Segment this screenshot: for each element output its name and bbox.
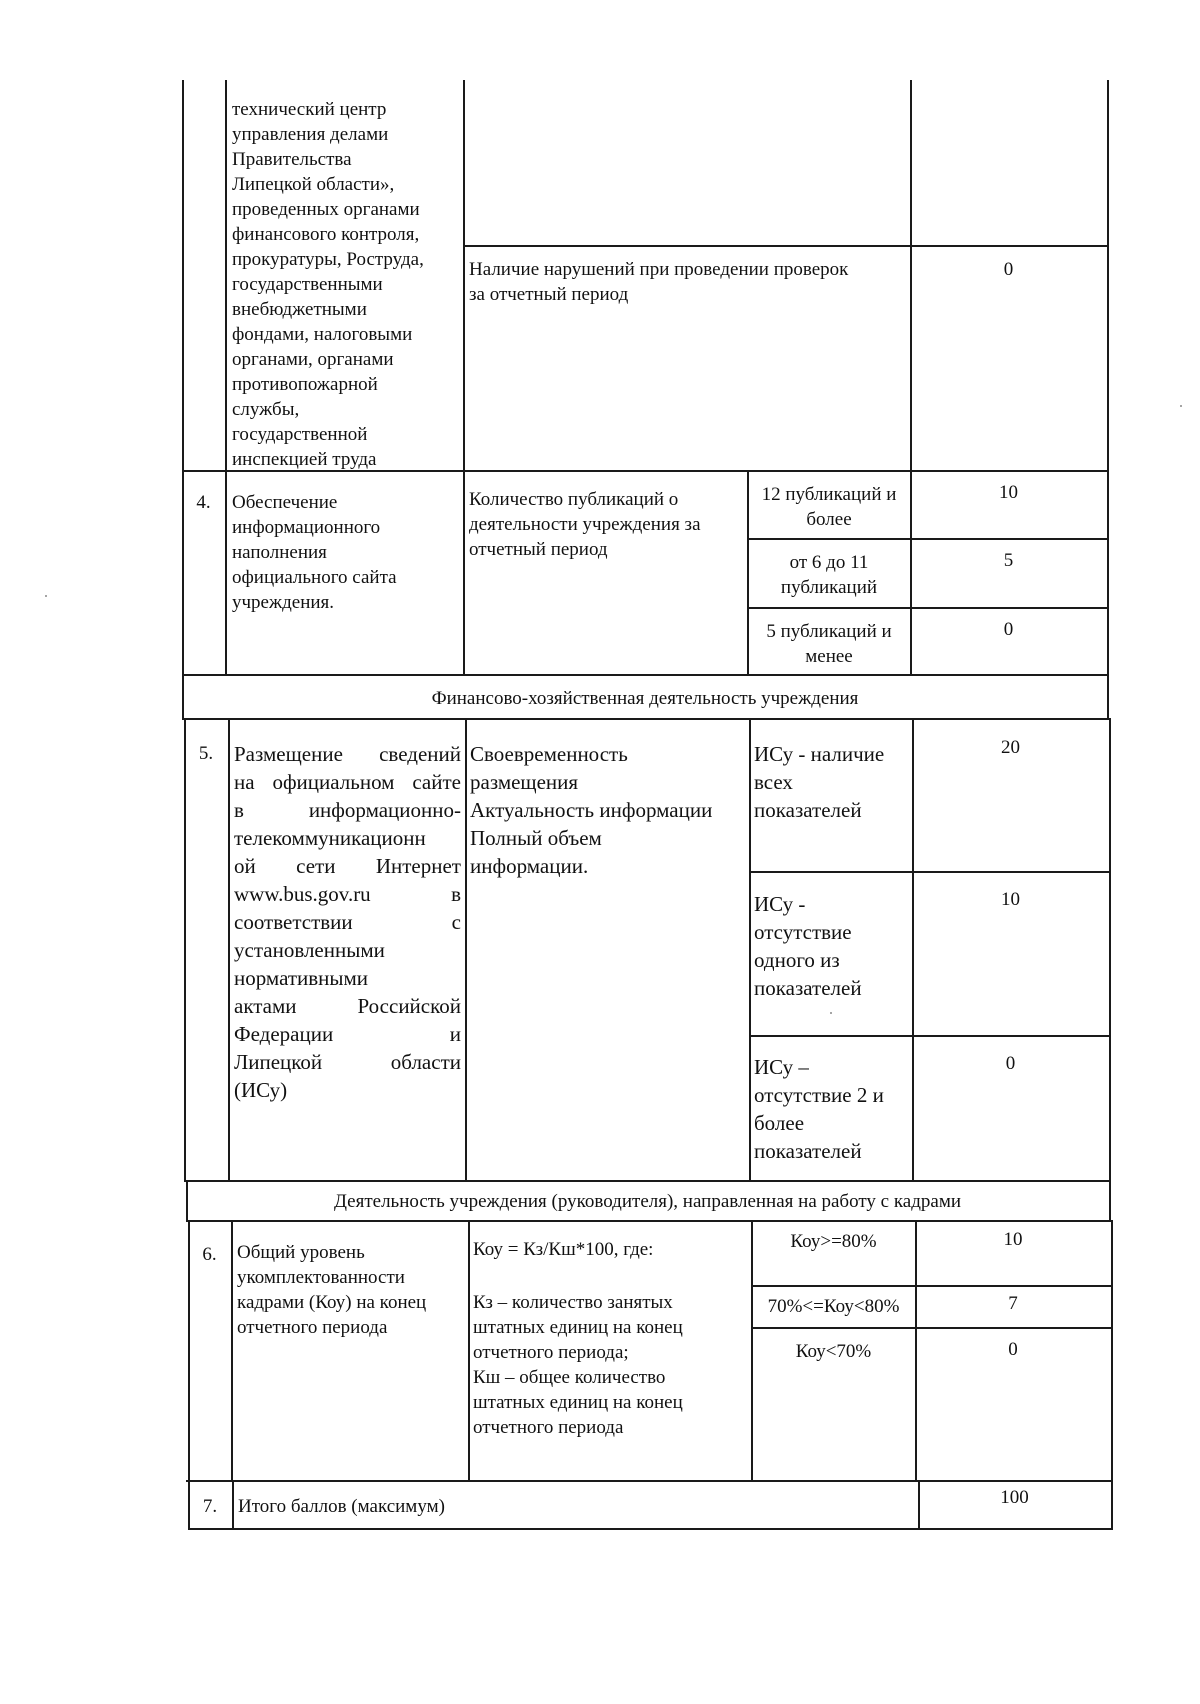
- table-border: [749, 1035, 1110, 1037]
- table-border: [1107, 470, 1109, 676]
- table-border: [747, 607, 1108, 609]
- table-border: [182, 674, 1108, 676]
- row5-score-2: 10: [1001, 889, 1020, 910]
- table-border: [1109, 1180, 1111, 1222]
- row5-criterion-line: Федерации и: [234, 1022, 461, 1046]
- table-border: [1111, 1480, 1113, 1530]
- table-border: [1109, 718, 1111, 1182]
- table-border: [912, 718, 914, 1182]
- table-border: [182, 718, 1109, 720]
- row6-condition-3: Коу<70%: [795, 1341, 872, 1362]
- row5-criterion-line: нормативными: [234, 966, 369, 990]
- row6-score-1: 10: [1003, 1229, 1023, 1250]
- table-border: [232, 1480, 234, 1530]
- row5-criterion-line: ой сети Интернет: [234, 854, 461, 878]
- row6-condition-2: 70%<=Коу<80%: [767, 1296, 900, 1317]
- table-border: [749, 871, 1110, 873]
- row4-condition-1: 12 публикаций и более: [761, 484, 897, 530]
- table-border: [468, 1220, 470, 1482]
- table-border: [1107, 80, 1109, 475]
- row5-criterion-line: установленными: [234, 938, 385, 962]
- row6-criterion: Общий уровень укомплектованности кадрами (Коу) на конец отчетного периода: [237, 1242, 427, 1338]
- row4-score-2: 5: [1003, 550, 1014, 571]
- row6-explanation: Кз – количество занятых штатных единиц на конец отчетного периода; Кш – общее количество штатных единиц на конец отчетного периода: [473, 1292, 683, 1438]
- table-border: [751, 1285, 1113, 1287]
- table-border: [231, 1220, 233, 1482]
- row5-criterion-line: актами Российской: [234, 994, 461, 1018]
- table-border: [463, 470, 465, 676]
- table-border: [1107, 674, 1109, 720]
- table-border: [184, 1180, 1110, 1182]
- row7-number: 7.: [202, 1496, 218, 1517]
- row5-criterion-line: www.bus.gov.ru в: [234, 882, 461, 906]
- row5-number: 5.: [198, 743, 214, 764]
- row4-condition-2: от 6 до 11 публикаций: [780, 552, 878, 598]
- row5-score-1: 20: [1001, 737, 1020, 758]
- row4-score-3: 0: [1003, 619, 1014, 640]
- row4-indicator: Количество публикаций о деятельности учреждения за отчетный период: [469, 489, 701, 560]
- section-financial-heading: Финансово-хозяйственная деятельность учреждения: [431, 688, 859, 709]
- table-border: [184, 718, 186, 1182]
- row5-criterion-line: Липецкой области: [234, 1050, 461, 1074]
- row7-label: Итого баллов (максимум): [238, 1496, 445, 1517]
- row5-criterion-line: Размещение сведений: [234, 742, 461, 766]
- table-border: [465, 718, 467, 1182]
- table-border: [228, 718, 230, 1182]
- row5-criterion-line: в информационно-: [234, 798, 461, 822]
- row5-criterion-line: (ИСу): [234, 1078, 288, 1102]
- row5-criterion: [234, 740, 461, 1104]
- table-border: [463, 245, 1108, 247]
- row5-condition-1: ИСу - наличие всех показателей: [754, 742, 885, 822]
- scan-speck: [45, 595, 47, 597]
- row4-condition-3: 5 публикаций и менее: [766, 621, 892, 667]
- row4-number: 4.: [196, 492, 211, 513]
- row6-score-3: 0: [1008, 1339, 1018, 1360]
- table-border: [749, 718, 751, 1182]
- row6-condition-1: Коу>=80%: [790, 1231, 877, 1252]
- table-border: [747, 538, 1108, 540]
- table-border: [182, 470, 1108, 472]
- row5-score-3: 0: [1005, 1053, 1016, 1074]
- table-border: [225, 470, 227, 676]
- row3-score: 0: [1003, 259, 1014, 280]
- table-border: [188, 1528, 1113, 1530]
- section-staff-heading: Деятельность учреждения (руководителя), направленная на работу с кадрами: [333, 1191, 962, 1212]
- row5-condition-3: ИСу – отсутствие 2 и более показателей: [754, 1055, 884, 1163]
- row3-indicator: Наличие нарушений при проведении проверок за отчетный период: [469, 259, 849, 305]
- row4-score-1: 10: [999, 482, 1018, 503]
- row5-indicator: Своевременность размещения Актуальность информации Полный объем информации.: [470, 742, 713, 878]
- scan-speck: [1180, 405, 1182, 407]
- row7-score: 100: [1000, 1487, 1029, 1508]
- row6-number: 6.: [202, 1244, 217, 1265]
- row6-formula: Коу = Кз/Кш*100, где:: [473, 1239, 654, 1260]
- row4-criterion: Обеспечение информационного наполнения официального сайта учреждения.: [232, 492, 397, 613]
- table-border: [225, 80, 227, 475]
- row6-score-2: 7: [1008, 1293, 1018, 1314]
- row5-criterion-line: на официальном сайте: [234, 770, 461, 794]
- row5-criterion-line: телекоммуникационн: [234, 826, 426, 850]
- table-border: [463, 80, 465, 475]
- row3-criterion: технический центр управления делами Правительства Липецкой области», проведенных органами финансового контроля, прокуратуры, Роструда, государственными внебюджетными фондами, налоговыми органами, органами противопожарной службы, государственной инспекцией труда: [232, 99, 424, 470]
- table-border: [186, 1220, 1111, 1222]
- row5-criterion-line: соответствии с: [234, 910, 461, 934]
- scan-speck: [830, 1012, 832, 1014]
- table-border: [186, 1480, 1113, 1482]
- row5-condition-2: ИСу - отсутствие одного из показателей: [754, 892, 862, 1000]
- table-border: [1111, 1220, 1113, 1482]
- table-border: [751, 1327, 1113, 1329]
- table-border: [182, 80, 184, 475]
